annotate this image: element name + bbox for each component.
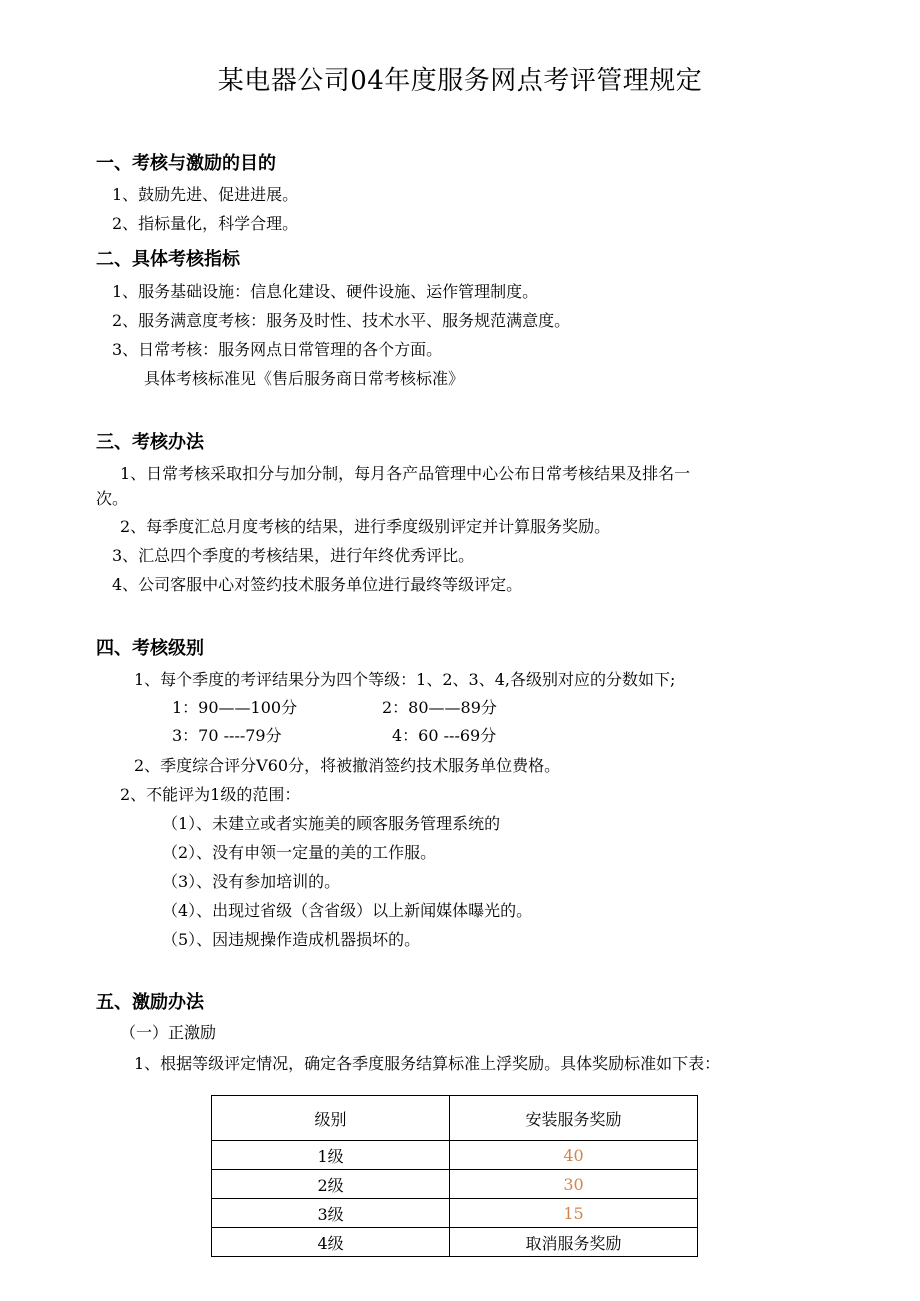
table-row xyxy=(212,1228,698,1257)
section-4-item-2: 2、季度综合评分V60分，将被撤消签约技术服务单位费格。 xyxy=(134,756,561,775)
exclusion-3: （3）、没有参加培训的。 xyxy=(162,872,341,891)
table-row xyxy=(212,1141,698,1170)
section-4-intro: 1、每个季度的考评结果分为四个等级：1、2、3、4,各级别对应的分数如下; xyxy=(134,670,676,689)
section-2-item-3: 3、日常考核：服务网点日常管理的各个方面。 xyxy=(112,340,443,359)
reward-value-cell: 40 xyxy=(450,1141,698,1170)
grade-4: 4：60 ---69分 xyxy=(392,726,497,745)
reward-level-cell: 4级 xyxy=(212,1228,450,1257)
grade-2: 2：80——89分 xyxy=(382,698,497,717)
section-1-heading: 一、考核与激励的目的 xyxy=(96,153,276,174)
reward-value-cell: 30 xyxy=(450,1170,698,1199)
reward-level-cell: 2级 xyxy=(212,1170,450,1199)
section-3-item-1-cont: 次。 xyxy=(96,489,129,508)
table-row xyxy=(212,1199,698,1228)
exclusion-5: （5）、因违规操作造成机器损坏的。 xyxy=(162,930,421,949)
section-1-item-2: 2、指标量化，科学合理。 xyxy=(112,214,299,233)
exclusion-4: （4）、出现过省级（含省级）以上新闻媒体曝光的。 xyxy=(162,901,533,920)
section-3-item-2: 2、每季度汇总月度考核的结果，进行季度级别评定并计算服务奖励。 xyxy=(120,517,611,536)
section-2-note: 具体考核标准见《售后服务商日常考核标准》 xyxy=(144,369,465,388)
exclusion-2: （2）、没有申领一定量的美的工作服。 xyxy=(162,843,437,862)
section-5-item-1: 1、根据等级评定情况，确定各季度服务结算标准上浮奖励。具体奖励标准如下表： xyxy=(134,1054,721,1073)
table-row xyxy=(212,1170,698,1199)
reward-level-cell: 3级 xyxy=(212,1199,450,1228)
reward-table-header-reward: 安装服务奖励 xyxy=(450,1096,698,1141)
reward-value-cell: 取消服务奖励 xyxy=(450,1228,698,1257)
reward-value-cell: 15 xyxy=(450,1199,698,1228)
reward-table xyxy=(211,1095,698,1257)
grade-1: 1：90——100分 xyxy=(172,698,298,717)
section-2-heading: 二、具体考核指标 xyxy=(96,249,240,270)
section-4-heading: 四、考核级别 xyxy=(96,638,204,659)
section-3-item-1: 1、日常考核采取扣分与加分制，每月各产品管理中心公布日常考核结果及排名一 xyxy=(120,464,691,483)
reward-level-cell: 1级 xyxy=(212,1141,450,1170)
section-2-item-1: 1、服务基础设施：信息化建设、硬件设施、运作管理制度。 xyxy=(112,282,539,301)
section-4-item-3: 2、不能评为1级的范围： xyxy=(120,785,301,804)
section-5-heading: 五、激励办法 xyxy=(96,992,204,1013)
section-5-subheading: （一）正激励 xyxy=(120,1023,217,1042)
section-1-item-1: 1、鼓励先进、促进进展。 xyxy=(112,185,299,204)
exclusion-1: （1）、未建立或者实施美的顾客服务管理系统的 xyxy=(162,814,501,833)
page-title: 某电器公司04年度服务网点考评管理规定 xyxy=(217,66,703,96)
reward-table-header-level: 级别 xyxy=(212,1096,450,1141)
section-2-item-2: 2、服务满意度考核：服务及时性、技术水平、服务规范满意度。 xyxy=(112,311,571,330)
reward-table-header-row xyxy=(212,1096,698,1141)
section-3-heading: 三、考核办法 xyxy=(96,432,204,453)
grade-3: 3：70 ----79分 xyxy=(172,726,282,745)
section-3-item-3: 3、汇总四个季度的考核结果，进行年终优秀评比。 xyxy=(112,546,475,565)
section-3-item-4: 4、公司客服中心对签约技术服务单位进行最终等级评定。 xyxy=(112,575,523,594)
